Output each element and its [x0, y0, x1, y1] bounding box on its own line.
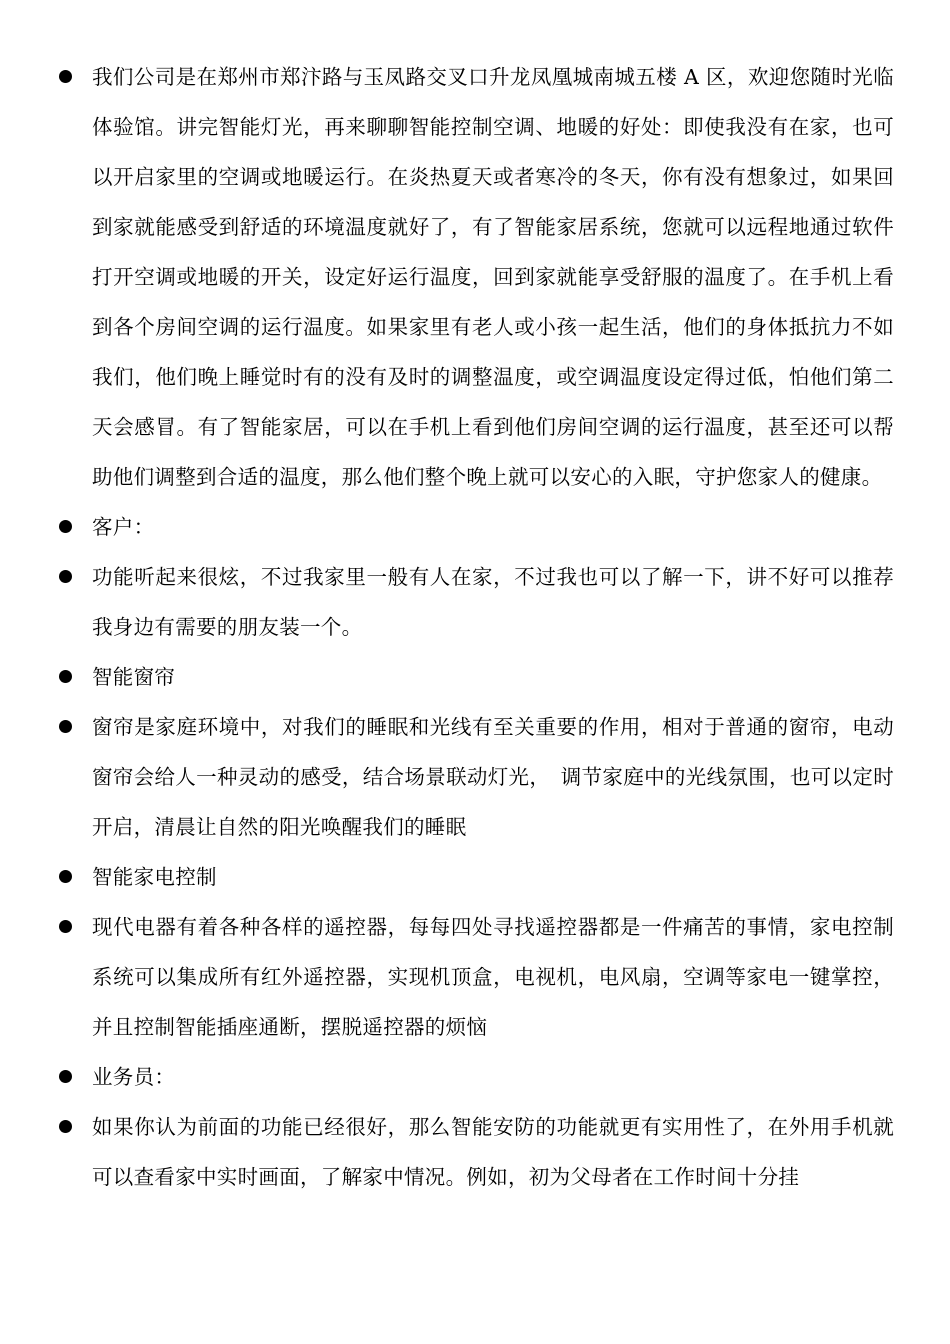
list-item — [0, 502, 950, 552]
bullet-icon — [59, 1070, 72, 1083]
list-item — [0, 702, 950, 852]
section-heading: 智能家电控制 — [92, 865, 217, 889]
bullet-icon — [59, 520, 72, 533]
paragraph-text: 窗帘是家庭环境中，对我们的睡眠和光线有至关重要的作用，相对于普通的窗帘，电动窗帘会给人一种灵动的感受，结合场景联动灯光， 调节家庭中的光线氛围，也可以定时开启，清晨让自然的阳光唤醒我们的睡眠 — [92, 715, 894, 839]
list-item — [0, 552, 950, 652]
list-item — [0, 52, 950, 502]
bullet-icon — [59, 720, 72, 733]
paragraph-text: 如果你认为前面的功能已经很好，那么智能安防的功能就更有实用性了，在外用手机就可以查看家中实时画面，了解家中情况。例如，初为父母者在工作时间十分挂 — [92, 1115, 894, 1189]
paragraph-text: 我们公司是在郑州市郑汴路与玉凤路交叉口升龙凤凰城南城五楼 A 区，欢迎您随时光临体验馆。讲完智能灯光，再来聊聊智能控制空调、地暖的好处：即使我没有在家，也可以开启家里的空调或地暖运行。在炎热夏天或者寒冷的冬天，你有没有想象过，如果回到家就能感受到舒适的环境温度就好了，有了智能家居系统，您就可以远程地通过软件打开空调或地暖的开关，设定好运行温度，回到家就能享受舒服的温度了。在手机上看到各个房间空调的运行温度。如果家里有老人或小孩一起生活，他们的身体抵抗力不如我们，他们晚上睡觉时有的没有及时的调整温度，或空调温度设定得过低，怕他们第二天会感冒。有了智能家居，可以在手机上看到他们房间空调的运行温度，甚至还可以帮助他们调整到合适的温度，那么他们整个晚上就可以安心的入眠，守护您家人的健康。 — [92, 65, 894, 489]
list-item — [0, 652, 950, 702]
list-item — [0, 1102, 950, 1202]
speaker-label: 客户： — [92, 515, 155, 539]
bullet-icon — [59, 70, 72, 83]
speaker-label: 业务员： — [92, 1065, 176, 1089]
list-item — [0, 1052, 950, 1102]
bullet-list — [0, 52, 950, 1202]
bullet-icon — [59, 920, 72, 933]
bullet-icon — [59, 570, 72, 583]
bullet-icon — [59, 870, 72, 883]
bullet-icon — [59, 1120, 72, 1133]
list-item — [0, 852, 950, 902]
paragraph-text: 功能听起来很炫，不过我家里一般有人在家，不过我也可以了解一下，讲不好可以推荐我身边有需要的朋友装一个。 — [92, 565, 894, 639]
list-item — [0, 902, 950, 1052]
bullet-icon — [59, 670, 72, 683]
paragraph-text: 现代电器有着各种各样的遥控器，每每四处寻找遥控器都是一件痛苦的事情，家电控制系统可以集成所有红外遥控器，实现机顶盒，电视机，电风扇，空调等家电一键掌控，并且控制智能插座通断，摆脱遥控器的烦恼 — [92, 915, 894, 1039]
section-heading: 智能窗帘 — [92, 665, 176, 689]
